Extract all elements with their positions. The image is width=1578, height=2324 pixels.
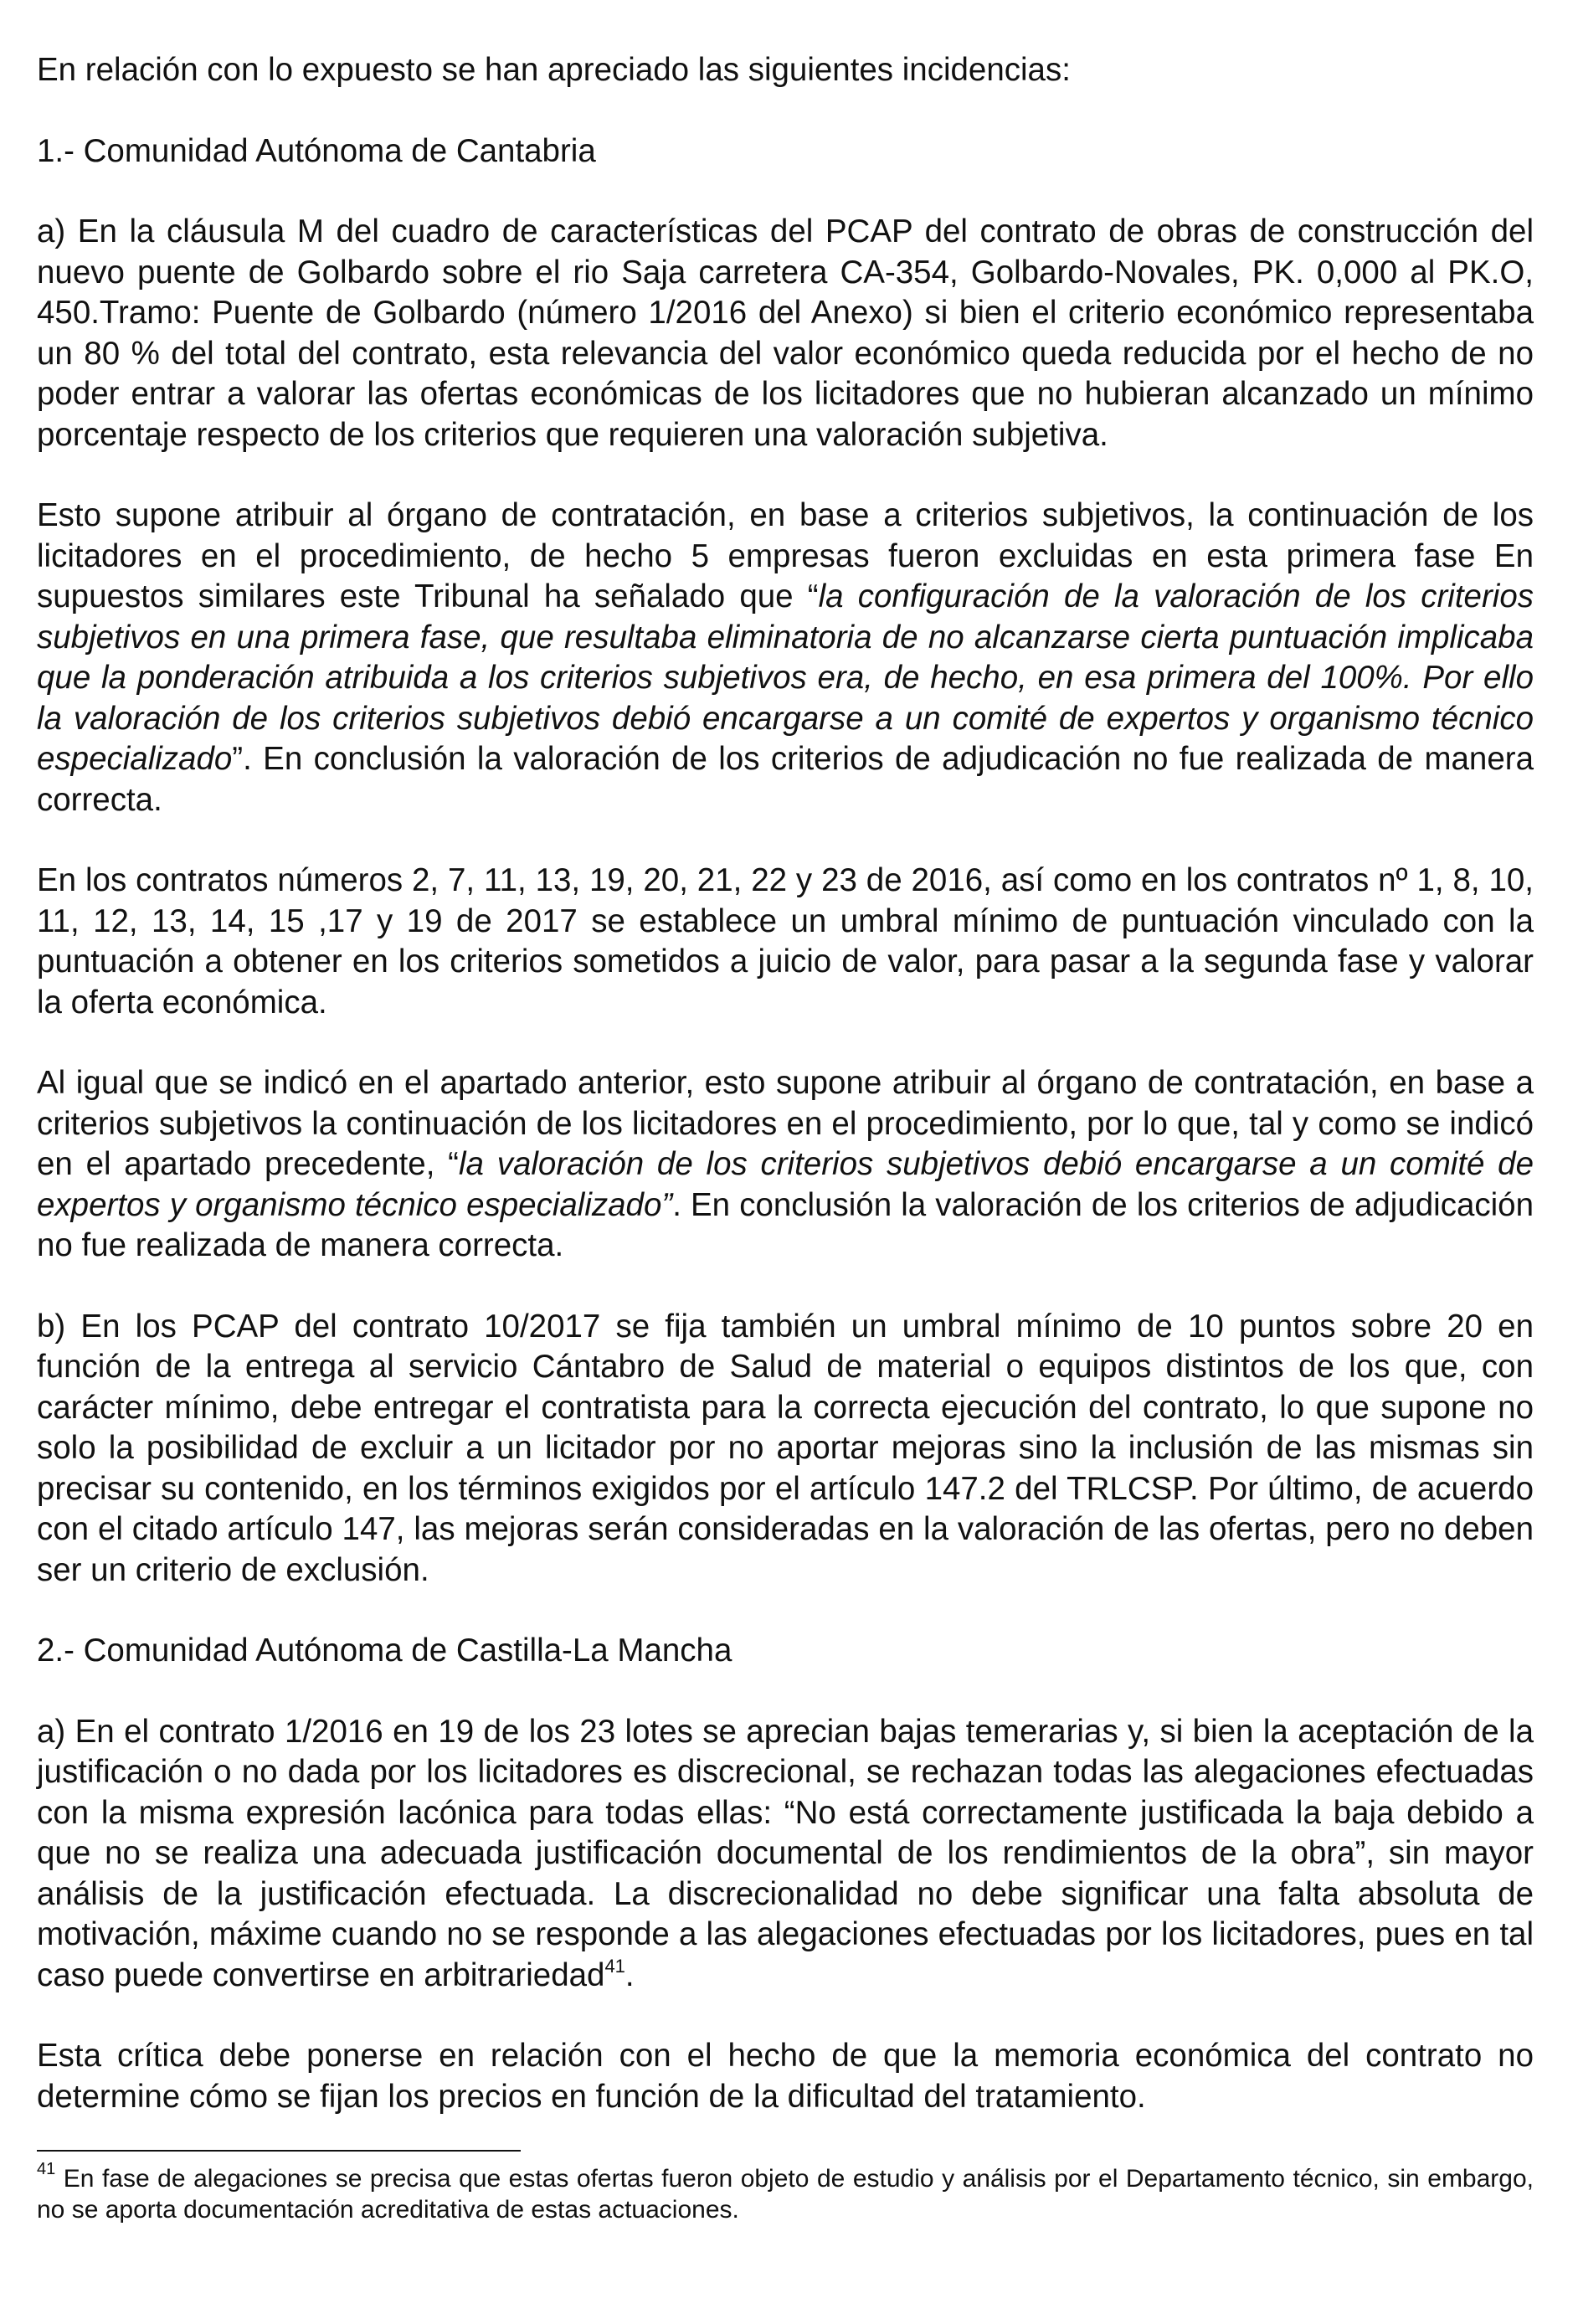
document-body xyxy=(37,50,1534,2157)
paragraph-text: . xyxy=(625,1956,635,1993)
paragraph-criterios-subjetivos xyxy=(37,496,1534,820)
paragraph-al-igual xyxy=(37,1063,1534,1267)
footnote-number: 41 xyxy=(37,2160,56,2178)
footnote-reference[interactable]: 41 xyxy=(604,1955,625,1977)
paragraph-text: Al igual que se indicó en el apartado anterior, esto supone atribuir al órgano de contratación, en base a criterios subjetivos la continuación de los licitadores en el procedimiento, por lo que, tal y como se indicó en el apartado precedente, “ xyxy=(37,1065,1534,1182)
paragraph-text: . En conclusión la valoración de los criterios de adjudicación no fue realizada de manera correcta. xyxy=(37,1186,1534,1263)
paragraph-contratos-umbral: En los contratos números 2, 7, 11, 13, 19, 20, 21, 22 y 23 de 2016, así como en los contratos nº 1, 8, 10, 11, 12, 13, 14, 15 ,17 y 19 de 2017 se establece un umbral mínimo de puntuación vinculado con la puntuación a obtener en los criterios sometidos a juicio de valor, para pasar a la segunda fase y valorar la oferta económica. xyxy=(37,862,1534,1021)
footnote-separator xyxy=(37,2150,521,2152)
section-1-heading: 1.- Comunidad Autónoma de Cantabria xyxy=(37,132,596,169)
italic-quote: la configuración de la valoración de los criterios subjetivos en una primera fase, que resultaba eliminatoria de no alcanzarse cierta puntuación implicaba que la ponderación atribuida a los criterios subjetivos era, de hecho, en esa primera del 100%. Por ello la valoración de los criterios subjetivos debió encargarse a un comité de expertos y organismo técnico especializado xyxy=(37,578,1534,777)
intro-paragraph: En relación con lo expuesto se han apreciado las siguientes incidencias: xyxy=(37,52,1071,88)
paragraph-1a: a) En la cláusula M del cuadro de características del PCAP del contrato de obras de construcción del nuevo puente de Golbardo sobre el rio Saja carretera CA-354, Golbardo-Novales, PK. 0,000 al PK.O, 450.Tramo: Puente de Golbardo (número 1/2016 del Anexo) si bien el criterio económico representaba un 80 % del total del contrato, esta relevancia del valor económico queda reducida por el hecho de no poder entrar a valorar las ofertas económicas de los licitadores que no hubieran alcanzado un mínimo porcentaje respecto de los criterios que requieren una valoración subjetiva. xyxy=(37,213,1534,453)
footnote-text: En fase de alegaciones se precisa que estas ofertas fueron objeto de estudio y análisis por el Departamento técnico, sin embargo, no se aporta documentación acreditativa de estas actuaciones. xyxy=(37,2165,1534,2224)
paragraph-text: ”. En conclusión la valoración de los criterios de adjudicación no fue realizada de manera correcta. xyxy=(37,741,1534,818)
paragraph-critica: Esta crítica debe ponerse en relación con el hecho de que la memoria económica del contrato no determine cómo se fijan los precios en función de la dificultad del tratamiento. xyxy=(37,2038,1534,2115)
paragraph-text: a) En el contrato 1/2016 en 19 de los 23 lotes se aprecian bajas temerarias y, si bien la aceptación de la justificación o no dada por los licitadores es discrecional, se rechazan todas las alegaciones efectuadas con la misma expresión lacónica para todas ellas: “No está correctamente justificada la baja debido a que no se realiza una adecuada justificación documental de los rendimientos de la obra”, sin mayor análisis de la justificación efectuada. La discrecionalidad no debe significar una falta absoluta de motivación, máxime cuando no se responde a las alegaciones efectuadas por los licitadores, pues en tal caso puede convertirse en arbitrariedad xyxy=(37,1713,1534,1993)
paragraph-1b: b) En los PCAP del contrato 10/2017 se fija también un umbral mínimo de 10 puntos sobre 20 en función de la entrega al servicio Cántabro de Salud de material o equipos distintos de los que, con carácter mínimo, debe entregar el contratista para la correcta ejecución del contrato, lo que supone no solo la posibilidad de excluir a un licitador por no aportar mejoras sino la inclusión de las mismas sin precisar su contenido, en los términos exigidos por el artículo 147.2 del TRLCSP. Por último, de acuerdo con el citado artículo 147, las mejoras serán consideradas en la valoración de las ofertas, pero no deben ser un criterio de exclusión. xyxy=(37,1308,1534,1588)
paragraph-2a xyxy=(37,1712,1534,1997)
section-2-heading: 2.- Comunidad Autónoma de Castilla-La Mancha xyxy=(37,1632,732,1668)
footnote xyxy=(37,2160,1534,2225)
italic-quote: la valoración de los criterios subjetivos debió encargarse a un comité de expertos y organismo técnico especializado” xyxy=(37,1146,1534,1223)
paragraph-text: Esto supone atribuir al órgano de contratación, en base a criterios subjetivos, la continuación de los licitadores en el procedimiento, de hecho 5 empresas fueron excluidas en esta primera fase En supuestos similares este Tribunal ha señalado que “ xyxy=(37,497,1534,614)
